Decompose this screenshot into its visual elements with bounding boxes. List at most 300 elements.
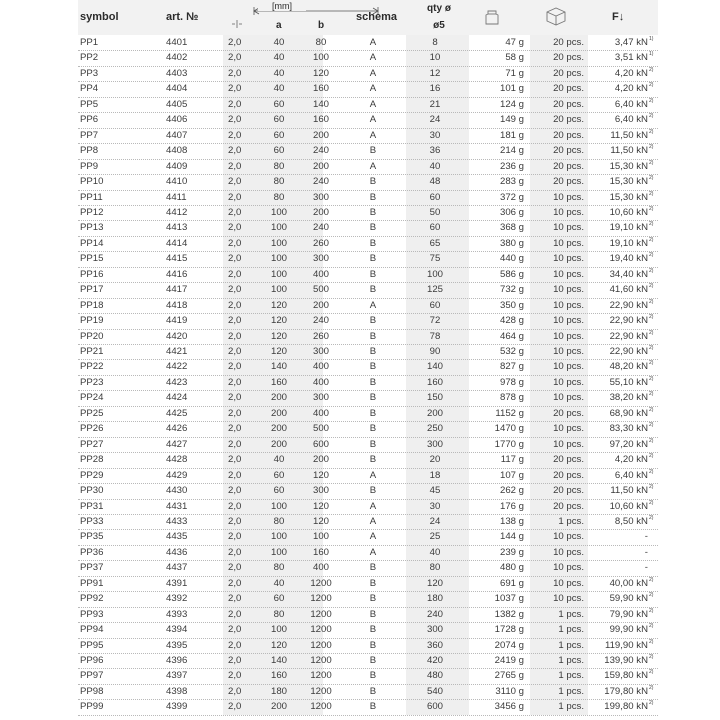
cell-force-footnote: 2) (649, 406, 654, 413)
cell-qty: 24 (429, 114, 441, 126)
cell-force-footnote: 2) (649, 453, 654, 460)
header-mm-unit: [mm] (258, 1, 306, 11)
cell-pack: 10 pcs. (553, 593, 584, 605)
cell-force: 6,40 kN (614, 114, 648, 126)
cell-force: 4,20 kN (614, 454, 648, 466)
cell-art: 4412 (166, 206, 188, 218)
cell-t: 2,0 (228, 346, 242, 357)
cell-schema: B (369, 423, 377, 435)
cell-b: 300 (312, 392, 329, 404)
cell-t: 2,0 (228, 407, 242, 419)
cell-t: 2,0 (228, 608, 242, 620)
cell-qty: 600 (426, 701, 443, 713)
cell-symbol: PP25 (80, 407, 104, 419)
cell-b: 300 (312, 191, 329, 203)
cell-weight: 144 g (499, 531, 524, 543)
cell-schema: B (369, 407, 377, 419)
cell-symbol: PP1 (80, 37, 99, 48)
cell-symbol: PP13 (80, 222, 104, 234)
cell-force: 79,90 kN (609, 608, 648, 620)
cell-pack: 1 pcs. (558, 685, 584, 697)
cell-symbol: PP6 (80, 114, 99, 126)
cell-pack: 10 pcs. (553, 376, 584, 388)
cell-force-footnote: 2) (649, 468, 654, 475)
cell-b: 500 (312, 423, 329, 435)
cell-qty: 100 (426, 268, 443, 280)
cell-force: 68,90 kN (609, 407, 648, 419)
cell-symbol: PP28 (80, 454, 104, 466)
cell-b: 240 (312, 176, 329, 188)
cell-force: 179,80 kN (604, 685, 648, 697)
cell-schema: B (369, 222, 377, 234)
cell-weight: 71 g (505, 67, 524, 79)
cell-symbol: PP96 (80, 655, 104, 666)
cell-weight: 58 g (505, 52, 524, 64)
cell-b: 400 (312, 407, 329, 419)
cell-a: 200 (270, 407, 287, 419)
cell-force-footnote: 2) (649, 82, 654, 89)
cell-pack: 1 pcs. (558, 701, 584, 713)
cell-art: 4422 (166, 361, 188, 373)
cell-b: 240 (312, 222, 329, 234)
cell-b: 300 (312, 253, 329, 265)
cell-qty: 30 (429, 500, 441, 512)
cell-force-footnote: 2) (649, 221, 654, 228)
cell-schema: A (369, 515, 377, 527)
cell-art: 4408 (166, 145, 188, 157)
cell-symbol: PP33 (80, 515, 104, 527)
cell-symbol: PP35 (80, 531, 104, 543)
cell-weight: 1770 g (494, 438, 524, 450)
cell-art: 4407 (166, 129, 188, 141)
cell-qty: 40 (429, 160, 441, 172)
cell-symbol: PP26 (80, 423, 104, 435)
cell-force: 22,90 kN (609, 346, 648, 357)
cell-force: 159,80 kN (604, 670, 648, 682)
cell-a: 80 (273, 160, 285, 172)
cell-b: 160 (312, 83, 329, 95)
cell-art: 4425 (166, 407, 188, 419)
cell-force-footnote: 2) (649, 236, 654, 243)
cell-art: 4403 (166, 67, 188, 79)
cell-symbol: PP2 (80, 52, 99, 64)
cell-a: 40 (273, 454, 285, 466)
cell-a: 180 (270, 685, 287, 697)
cell-schema: B (369, 361, 377, 373)
cell-a: 80 (273, 562, 285, 574)
cell-a: 160 (270, 670, 287, 682)
cell-force: 11,50 kN (610, 485, 648, 497)
cell-schema: A (369, 129, 377, 141)
cell-b: 1200 (310, 670, 332, 682)
cell-schema: B (369, 670, 377, 682)
cell-force: 38,20 kN (609, 392, 648, 404)
cell-art: 4415 (166, 253, 188, 265)
cell-qty: 160 (426, 376, 443, 388)
cell-b: 260 (312, 237, 329, 249)
cell-force-footnote: 2) (649, 623, 654, 630)
cell-weight: 138 g (499, 515, 524, 527)
cell-qty: 150 (426, 392, 443, 404)
cell-qty: 12 (429, 67, 441, 79)
cell-force-footnote: 2) (649, 669, 654, 676)
cell-force: 19,10 kN (609, 222, 648, 234)
cell-b: 300 (312, 346, 329, 357)
cell-b: 140 (312, 98, 329, 110)
cell-force-footnote: 2) (649, 576, 654, 583)
cell-symbol: PP99 (80, 701, 104, 713)
cell-art: 4433 (166, 515, 188, 527)
cell-t: 2,0 (228, 423, 242, 435)
cell-b: 240 (312, 315, 329, 327)
cell-b: 600 (312, 438, 329, 450)
cell-symbol: PP18 (80, 299, 104, 311)
cell-t: 2,0 (228, 546, 242, 558)
cell-t: 2,0 (228, 624, 242, 636)
cell-pack: 10 pcs. (553, 546, 584, 558)
cell-symbol: PP23 (80, 376, 104, 388)
cell-t: 2,0 (228, 37, 242, 48)
cell-weight: 878 g (499, 392, 524, 404)
cell-pack: 20 pcs. (553, 454, 584, 466)
cell-qty: 420 (426, 655, 443, 666)
cell-symbol: PP37 (80, 562, 104, 574)
cell-pack: 20 pcs. (553, 407, 584, 419)
cell-t: 2,0 (228, 176, 242, 188)
cell-qty: 18 (429, 469, 441, 481)
cell-t: 2,0 (228, 299, 242, 311)
cell-force: 83,30 kN (609, 423, 648, 435)
cell-schema: B (369, 145, 377, 157)
cell-art: 4418 (166, 299, 188, 311)
cell-art: 4410 (166, 176, 188, 188)
cell-qty: 300 (426, 438, 443, 450)
cell-t: 2,0 (228, 438, 242, 450)
cell-schema: B (369, 268, 377, 280)
cell-art: 4395 (166, 639, 188, 651)
cell-a: 160 (270, 376, 287, 388)
cell-symbol: PP3 (80, 67, 99, 79)
cell-art: 4426 (166, 423, 188, 435)
cell-art: 4416 (166, 268, 188, 280)
cell-symbol: PP27 (80, 438, 104, 450)
cell-t: 2,0 (228, 685, 242, 697)
cell-force-footnote: 2) (649, 499, 654, 506)
header-symbol: symbol (80, 11, 119, 23)
cell-art: 4419 (166, 315, 188, 327)
cell-pack: 20 pcs. (553, 37, 584, 48)
cell-weight: 107 g (499, 469, 524, 481)
cell-qty: 8 (432, 37, 438, 48)
cell-force: 6,40 kN (614, 469, 648, 481)
cell-symbol: PP22 (80, 361, 104, 373)
cell-weight: 124 g (499, 98, 524, 110)
cell-pack: 10 pcs. (553, 392, 584, 404)
cell-qty: 360 (426, 639, 443, 651)
cell-pack: 10 pcs. (553, 315, 584, 327)
weight-icon (484, 8, 500, 26)
cell-b: 200 (312, 129, 329, 141)
cell-symbol: PP11 (80, 191, 103, 203)
cell-a: 100 (270, 206, 287, 218)
header-a: a (276, 20, 282, 31)
cell-art: 4392 (166, 593, 188, 605)
cell-a: 100 (270, 546, 287, 558)
cell-schema: B (369, 655, 377, 666)
cell-qty: 10 (429, 52, 441, 64)
cell-qty: 40 (429, 546, 441, 558)
cell-force-footnote: 2) (649, 190, 654, 197)
cell-b: 200 (312, 206, 329, 218)
cell-qty: 72 (429, 315, 441, 327)
cell-force: 34,40 kN (609, 268, 648, 280)
cell-force-footnote: 2) (649, 283, 654, 290)
cell-symbol: PP29 (80, 469, 104, 481)
cell-force-footnote: 2) (649, 684, 654, 691)
cell-pack: 10 pcs. (553, 191, 584, 203)
cell-t: 2,0 (228, 253, 242, 265)
cell-weight: 3456 g (494, 701, 524, 713)
cell-force: 22,90 kN (609, 299, 648, 311)
cell-force-footnote: 2) (649, 654, 654, 660)
cell-a: 60 (273, 129, 285, 141)
cell-a: 80 (273, 176, 285, 188)
cell-art: 4429 (166, 469, 188, 481)
row-divider (78, 715, 658, 716)
cell-schema: A (369, 500, 377, 512)
cell-qty: 36 (429, 145, 441, 157)
cell-pack: 10 pcs. (553, 206, 584, 218)
cell-schema: A (369, 114, 377, 126)
cell-weight: 117 g (500, 454, 524, 466)
cell-force: 11,50 kN (610, 129, 648, 141)
cell-weight: 101 g (499, 83, 524, 95)
cell-b: 400 (312, 361, 329, 373)
cell-force-footnote: 2) (649, 345, 654, 351)
cell-t: 2,0 (228, 206, 242, 218)
cell-weight: 176 g (499, 500, 524, 512)
cell-force: 3,47 kN (614, 37, 648, 48)
cell-qty: 78 (429, 330, 441, 342)
cell-qty: 240 (426, 608, 443, 620)
cell-force-footnote: 2) (649, 422, 654, 429)
cell-qty: 21 (429, 98, 441, 110)
cell-t: 2,0 (228, 454, 242, 466)
header-force: F↓ (612, 11, 625, 23)
cell-schema: B (369, 392, 377, 404)
cell-t: 2,0 (228, 268, 242, 280)
cell-b: 200 (312, 454, 329, 466)
cell-force: 119,90 kN (604, 639, 648, 651)
cell-b: 120 (312, 500, 329, 512)
cell-qty: 80 (429, 562, 441, 574)
cell-a: 80 (273, 191, 285, 203)
cell-art: 4398 (166, 685, 188, 697)
cell-schema: B (369, 284, 377, 296)
cell-b: 240 (312, 145, 329, 157)
cell-b: 1200 (310, 639, 332, 651)
cell-pack: 20 pcs. (553, 98, 584, 110)
cell-art: 4406 (166, 114, 188, 126)
cell-b: 100 (312, 531, 329, 543)
cell-force: 22,90 kN (609, 330, 648, 342)
cell-force: 10,60 kN (609, 500, 648, 512)
cell-symbol: PP91 (80, 577, 104, 589)
cell-art: 4431 (166, 500, 188, 512)
cell-qty: 25 (429, 531, 441, 543)
header-schema: schema (356, 11, 397, 23)
cell-schema: A (369, 67, 377, 79)
cell-qty: 16 (429, 83, 441, 95)
cell-weight: 2419 g (494, 655, 524, 666)
cell-t: 2,0 (228, 469, 242, 481)
cell-b: 1200 (310, 577, 332, 589)
cell-weight: 368 g (499, 222, 524, 234)
cell-symbol: PP24 (80, 392, 104, 404)
cell-force: 48,20 kN (609, 361, 648, 373)
cell-art: 4411 (166, 191, 187, 203)
cell-force: 199,80 kN (604, 701, 648, 713)
cell-force-footnote: 2) (649, 314, 654, 321)
cell-schema: B (369, 206, 377, 218)
cell-symbol: PP10 (80, 176, 104, 188)
cell-force: 8,50 kN (614, 515, 648, 527)
cell-force-footnote: 2) (649, 700, 654, 707)
cell-qty: 60 (429, 299, 441, 311)
cell-b: 1200 (310, 701, 332, 713)
cell-pack: 10 pcs. (553, 330, 584, 342)
cell-art: 4402 (166, 52, 188, 64)
cell-t: 2,0 (228, 83, 242, 95)
header-qty-diameter: ø5 (433, 20, 445, 31)
cell-weight: 372 g (499, 191, 524, 203)
cell-pack: 10 pcs. (553, 284, 584, 296)
cell-qty: 90 (429, 346, 441, 357)
cell-weight: 262 g (499, 485, 524, 497)
cell-t: 2,0 (228, 67, 242, 79)
cell-pack: 10 pcs. (553, 562, 584, 574)
cell-pack: 1 pcs. (558, 624, 584, 636)
cell-b: 160 (312, 546, 329, 558)
cell-symbol: PP98 (80, 685, 104, 697)
cell-b: 400 (312, 268, 329, 280)
cell-t: 2,0 (228, 114, 242, 126)
cell-pack: 1 pcs. (558, 639, 584, 651)
cell-t: 2,0 (228, 222, 242, 234)
cell-b: 500 (312, 284, 329, 296)
cell-a: 140 (270, 361, 287, 373)
cell-force-footnote: 2) (649, 638, 654, 645)
cell-pack: 10 pcs. (553, 438, 584, 450)
cell-b: 400 (312, 562, 329, 574)
cell-pack: 20 pcs. (553, 500, 584, 512)
cell-weight: 691 g (499, 577, 524, 589)
cell-t: 2,0 (228, 639, 242, 651)
box-icon (545, 6, 567, 26)
cell-t: 2,0 (228, 500, 242, 512)
cell-qty: 48 (429, 176, 441, 188)
cell-pack: 10 pcs. (553, 237, 584, 249)
cell-weight: 380 g (499, 237, 524, 249)
cell-a: 80 (273, 608, 285, 620)
cell-weight: 214 g (499, 145, 524, 157)
cell-weight: 236 g (499, 160, 524, 172)
cell-schema: B (369, 253, 377, 265)
cell-schema: B (369, 376, 377, 388)
cell-symbol: PP97 (80, 670, 104, 682)
cell-weight: 306 g (499, 206, 524, 218)
cell-force-footnote: 2) (649, 113, 654, 120)
cell-a: 200 (270, 423, 287, 435)
cell-force-footnote: 2) (649, 514, 654, 521)
cell-art: 4421 (166, 346, 188, 357)
header-art-no: art. № (166, 11, 199, 23)
cell-t: 2,0 (228, 237, 242, 249)
cell-pack: 20 pcs. (553, 114, 584, 126)
cell-t: 2,0 (228, 593, 242, 605)
cell-a: 120 (270, 346, 287, 357)
cell-force-footnote: 2) (649, 607, 654, 614)
cell-weight: 1152 g (495, 407, 524, 419)
cell-schema: A (369, 546, 377, 558)
cell-art: 4428 (166, 454, 188, 466)
cell-pack: 1 pcs. (558, 608, 584, 620)
cell-symbol: PP16 (80, 268, 104, 280)
cell-symbol: PP20 (80, 330, 104, 342)
cell-force-footnote: 2) (649, 175, 654, 182)
cell-symbol: PP5 (80, 98, 99, 110)
cell-schema: A (369, 299, 377, 311)
cell-force: 15,30 kN (609, 160, 648, 172)
cell-force-footnote: 1) (649, 51, 654, 58)
cell-qty: 20 (429, 454, 441, 466)
cell-weight: 3110 g (495, 685, 524, 697)
cell-weight: 440 g (499, 253, 524, 265)
cell-t: 2,0 (228, 160, 242, 172)
cell-force: 11,50 kN (610, 145, 648, 157)
cell-schema: B (369, 176, 377, 188)
cell-schema: B (369, 639, 377, 651)
cell-qty: 65 (429, 237, 441, 249)
cell-schema: B (369, 624, 377, 636)
cell-t: 2,0 (228, 655, 242, 666)
cell-force-footnote: 2) (649, 592, 654, 599)
product-table (78, 0, 658, 720)
cell-schema: B (369, 454, 377, 466)
cell-schema: B (369, 191, 377, 203)
cell-weight: 978 g (499, 376, 524, 388)
cell-schema: A (369, 83, 377, 95)
cell-art: 4414 (166, 237, 188, 249)
cell-symbol: PP8 (80, 145, 99, 157)
cell-pack: 10 pcs. (553, 423, 584, 435)
header-b: b (318, 20, 325, 31)
cell-force: 55,10 kN (609, 376, 648, 388)
cell-b: 200 (312, 160, 329, 172)
cell-force-footnote: 2) (649, 66, 654, 73)
cell-a: 100 (270, 531, 287, 543)
cell-symbol: PP19 (80, 315, 104, 327)
cell-art: 4413 (166, 222, 188, 234)
cell-schema: A (369, 531, 377, 543)
cell-weight: 480 g (499, 562, 524, 574)
cell-a: 100 (270, 284, 287, 296)
cell-weight: 1382 g (494, 608, 524, 620)
cell-weight: 1037 g (494, 593, 524, 605)
cell-a: 120 (270, 299, 287, 311)
cell-b: 1200 (310, 655, 332, 666)
cell-force-footnote: 2) (649, 97, 654, 104)
